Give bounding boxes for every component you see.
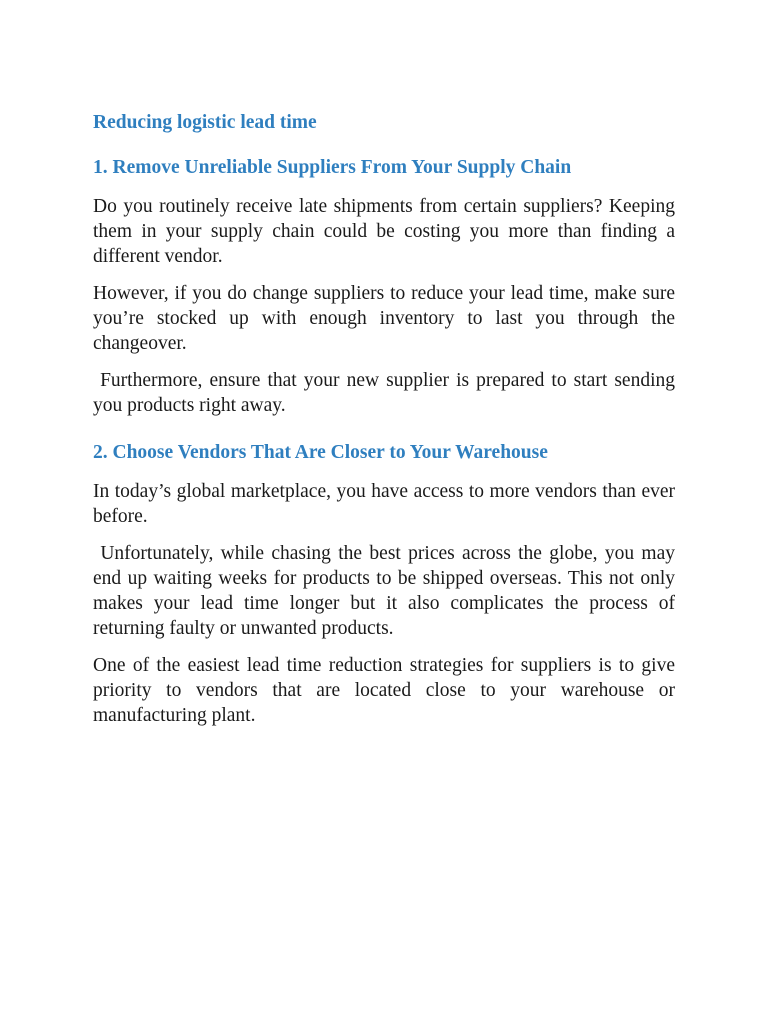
paragraph: Furthermore, ensure that your new supplier is prepared to start sending you products right away. (93, 370, 675, 416)
document-title: Reducing logistic lead time (93, 112, 317, 133)
paragraph: Do you routinely receive late shipments from certain suppliers? Keeping them in your supply chain could be costing you more than finding a different vendor. (93, 196, 675, 267)
section-remove-unreliable-suppliers (93, 155, 675, 418)
document-page (93, 108, 675, 740)
section-choose-closer-vendors (93, 440, 675, 728)
paragraph: One of the easiest lead time reduction strategies for suppliers is to give priority to vendors that are located close to your warehouse or manufacturing plant. (93, 655, 675, 726)
paragraph: In today’s global marketplace, you have access to more vendors than ever before. (93, 481, 675, 527)
section-heading: 1. Remove Unreliable Suppliers From Your Supply Chain (93, 157, 572, 178)
section-heading: 2. Choose Vendors That Are Closer to Your Warehouse (93, 442, 548, 463)
paragraph: Unfortunately, while chasing the best prices across the globe, you may end up waiting weeks for products to be shipped overseas. This not only makes your lead time longer but it also complicates the process of returning faulty or unwanted products. (93, 543, 675, 639)
paragraph: However, if you do change suppliers to reduce your lead time, make sure you’re stocked up with enough inventory to last you through the changeover. (93, 283, 675, 354)
